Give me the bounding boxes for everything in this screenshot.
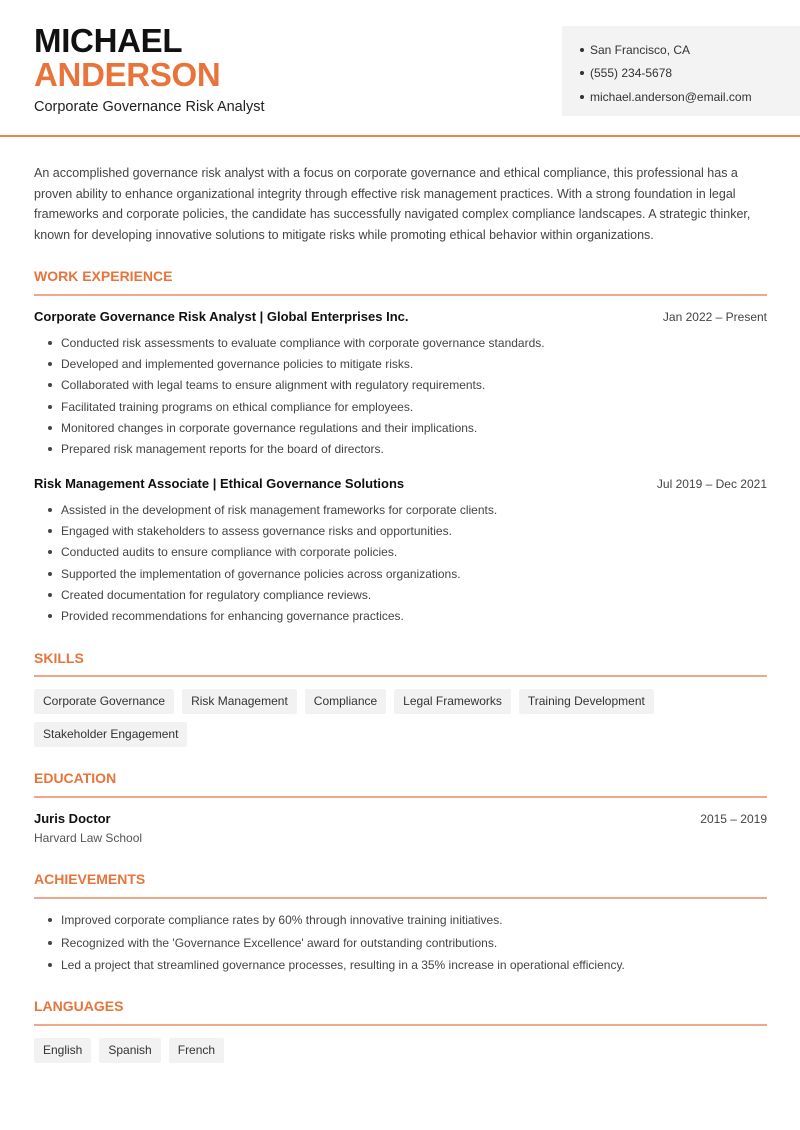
list-item — [34, 332, 767, 353]
bullet-icon — [48, 405, 52, 409]
bullet-icon — [48, 614, 52, 618]
skill-tag: Corporate Governance — [34, 689, 174, 714]
achievement-text: Improved corporate compliance rates by 60% through innovative training initiatives. — [61, 913, 503, 928]
list-item — [34, 499, 767, 520]
language-tag: French — [169, 1038, 224, 1063]
skill-tag: Training Development — [519, 689, 654, 714]
list-item — [34, 353, 767, 374]
list-item — [34, 520, 767, 541]
bullet-icon — [48, 593, 52, 597]
contact-location — [580, 38, 800, 62]
section-divider — [34, 1024, 767, 1026]
bullet-icon — [48, 447, 52, 451]
bullet-icon — [48, 941, 52, 945]
bullet-icon — [48, 508, 52, 512]
section-title-skills: SKILLS — [34, 650, 84, 666]
contact-box — [562, 26, 800, 116]
skill-tag: Legal Frameworks — [394, 689, 511, 714]
bullet-icon — [48, 529, 52, 533]
first-name: MICHAEL — [34, 22, 183, 59]
list-item — [34, 417, 767, 438]
last-name: ANDERSON — [34, 56, 221, 93]
bullet-icon — [48, 572, 52, 576]
list-item — [34, 932, 767, 955]
list-item — [34, 375, 767, 396]
achievement-text: Recognized with the 'Governance Excellence' award for outstanding contributions. — [61, 935, 498, 950]
bullet-icon — [48, 383, 52, 387]
skills-tags — [34, 689, 774, 747]
achievements-list — [34, 909, 767, 977]
language-tag: English — [34, 1038, 91, 1063]
bullet-text: Provided recommendations for enhancing governance practices. — [61, 609, 404, 624]
resume-header — [0, 0, 800, 137]
bullet-text: Supported the implementation of governance policies across organizations. — [61, 566, 461, 581]
education-date: 2015 – 2019 — [700, 812, 767, 826]
section-title-work-experience: WORK EXPERIENCE — [34, 268, 173, 284]
skill-tag: Compliance — [305, 689, 386, 714]
list-item — [34, 605, 767, 626]
bullet-icon — [48, 918, 52, 922]
bullet-text: Engaged with stakeholders to assess governance risks and opportunities. — [61, 523, 452, 538]
bullet-text: Assisted in the development of risk management frameworks for corporate clients. — [61, 502, 498, 517]
job-date: Jul 2019 – Dec 2021 — [656, 477, 767, 491]
education-header — [34, 811, 767, 826]
bullet-icon — [48, 963, 52, 967]
section-divider — [34, 897, 767, 899]
list-item — [34, 909, 767, 932]
bullet-icon — [580, 48, 584, 52]
bullet-text: Facilitated training programs on ethical compliance for employees. — [61, 399, 414, 414]
bullet-icon — [48, 341, 52, 345]
bullet-text: Conducted audits to ensure compliance with corporate policies. — [61, 545, 398, 560]
bullet-text: Monitored changes in corporate governance regulations and their implications. — [61, 420, 478, 435]
education-degree: Juris Doctor — [34, 811, 111, 826]
job-bullets — [34, 499, 767, 627]
job-title: Corporate Governance Risk Analyst — [34, 99, 265, 115]
contact-phone-text: (555) 234-5678 — [590, 66, 673, 81]
section-divider — [34, 796, 767, 798]
section-divider — [34, 294, 767, 296]
achievement-text: Led a project that streamlined governance processes, resulting in a 35% increase in operational efficiency. — [61, 958, 625, 973]
contact-phone — [580, 62, 800, 86]
bullet-icon — [580, 95, 584, 99]
section-title-achievements: ACHIEVEMENTS — [34, 871, 146, 887]
bullet-icon — [48, 362, 52, 366]
list-item — [34, 438, 767, 459]
language-tags — [34, 1038, 774, 1063]
professional-summary: An accomplished governance risk analyst with a focus on corporate governance and ethical compliance, this professional has a proven ability to enhance organizational integrity through effective risk management practices. With a strong foundation in legal frameworks and corporate policies, the candidate has successfully navigated complex compliance landscapes. A strategic thinker, known for developing innovative solutions to mitigate risks while promoting ethical behavior within organizations. — [34, 166, 751, 242]
skill-tag: Risk Management — [182, 689, 297, 714]
section-title-education: EDUCATION — [34, 770, 117, 786]
skill-tag: Stakeholder Engagement — [34, 722, 187, 747]
bullet-text: Collaborated with legal teams to ensure alignment with regulatory requirements. — [61, 378, 486, 393]
list-item — [34, 563, 767, 584]
section-title-languages: LANGUAGES — [34, 998, 124, 1014]
job-header — [34, 476, 767, 491]
job-bullets — [34, 332, 767, 460]
bullet-icon — [580, 71, 584, 75]
job-date: Jan 2022 – Present — [662, 310, 767, 324]
list-item — [34, 396, 767, 417]
job-header — [34, 309, 767, 324]
bullet-text: Created documentation for regulatory compliance reviews. — [61, 587, 372, 602]
job-role: Risk Management Associate | Ethical Governance Solutions — [34, 476, 405, 491]
contact-email-text: michael.anderson@email.com — [590, 89, 752, 104]
job-role: Corporate Governance Risk Analyst | Global Enterprises Inc. — [34, 309, 409, 324]
bullet-text: Developed and implemented governance policies to mitigate risks. — [61, 356, 414, 371]
contact-email — [580, 85, 800, 109]
list-item — [34, 954, 767, 977]
list-item — [34, 584, 767, 605]
bullet-icon — [48, 550, 52, 554]
list-item — [34, 542, 767, 563]
bullet-text: Prepared risk management reports for the board of directors. — [61, 442, 384, 457]
bullet-icon — [48, 426, 52, 430]
bullet-text: Conducted risk assessments to evaluate compliance with corporate governance standards. — [61, 335, 545, 350]
section-divider — [34, 675, 767, 677]
language-tag: Spanish — [99, 1038, 160, 1063]
contact-location-text: San Francisco, CA — [590, 42, 691, 57]
education-school: Harvard Law School — [34, 831, 143, 845]
